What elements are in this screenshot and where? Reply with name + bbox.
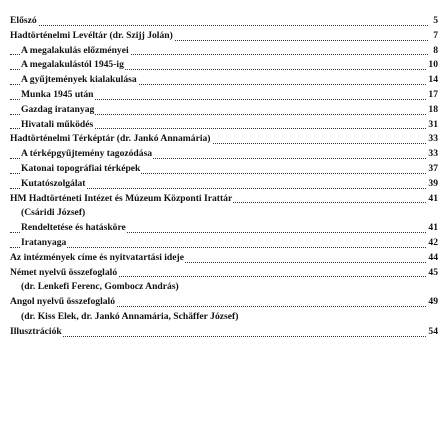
toc-entry-title: A térképgyűjtemény tagozódása [21,148,153,160]
toc-entry [10,192,438,207]
toc-entry-page: 42 [427,236,438,251]
toc-entry [10,280,438,295]
toc-entry-title: Angol nyelvű összefoglaló [10,296,116,308]
toc-entry [10,14,438,29]
toc-entry [10,310,438,325]
toc-entry-page: 44 [427,251,438,266]
toc-entry-title: Iratanyaga [21,236,67,248]
toc-entry-title: Hivatali működés [21,118,94,130]
toc-entry [10,44,438,59]
dot-leader [10,336,428,337]
toc-entry [10,325,438,340]
toc-entry [10,221,438,236]
toc-entry [10,118,438,133]
toc-entry-title: Kutatószolgálat [21,177,86,189]
toc-entry-title: Rendeltetése és hatásköre [21,222,126,234]
toc-entry-page: 5 [432,14,438,29]
toc-entry-page: 54 [427,325,438,340]
toc-entry [10,251,438,266]
toc-entry-title: A megalakulás előzményei [21,44,129,56]
toc-entry-title: HM Hadtörténeti Intézet és Múzeum Központi Irattár [10,192,233,204]
toc-entry [10,162,438,177]
dot-leader [10,25,428,26]
toc-entry-page: 37 [427,162,438,177]
toc-entry-page: 41 [427,221,438,236]
toc-entry-title: A gyűjtemények kialakulása [21,74,137,86]
toc-entry-page: 33 [427,132,438,147]
toc-entry [10,147,438,162]
toc-entry [10,73,438,88]
toc-entry-title: Előszó [10,15,37,26]
toc-entry [10,58,438,73]
toc-entry-page: 33 [427,147,438,162]
toc-entry-title: (Csáridi József) [21,207,86,219]
toc-entry [10,206,438,221]
toc-entry-title: Az intézmények címe és nyitvatartási ideje [10,251,184,263]
toc-entry-page: 8 [432,44,438,59]
toc-entry [10,295,438,310]
toc-entry-page: 7 [432,29,438,44]
toc-entry-page: 10 [427,58,438,73]
toc-entry-page: 39 [427,177,438,192]
toc-entry-title: Munka 1945 után [21,88,94,100]
toc-entry-title: (dr. Kiss Elek, dr. Jankó Annamária, Schäffer József) [21,310,239,322]
toc-entry [10,29,438,44]
toc-entry-title: Német nyelvű összefoglaló [10,266,118,278]
toc-entry-page: 14 [427,73,438,88]
toc-entry [10,266,438,281]
toc-entry-title: Hadtörténelmi Térképtár (dr. Jankó Annamária) [10,133,211,145]
toc-entry-title: Hadtörténelmi Levéltár (dr. Szijj Jolán) [10,29,173,41]
toc-entry-page: 31 [427,118,438,133]
dot-leader [10,247,428,248]
toc-entry-page: 18 [427,103,438,118]
toc-entry-page: 49 [427,295,438,310]
toc-entry-page: 45 [427,266,438,281]
toc-entry [10,236,438,251]
toc-entry-title: (dr. Lenkefi Ferenc, Gombocz András) [21,281,179,293]
toc-entry-title: A megalakulástól 1945-ig [21,59,124,71]
toc-entry-page: 41 [427,192,438,207]
toc-entry [10,103,438,118]
table-of-contents [10,14,438,340]
toc-entry [10,132,438,147]
toc-entry [10,177,438,192]
toc-entry-title: Katonai topográfiai térképek [21,162,141,174]
toc-entry-title: Gazdag iratanyag [21,103,95,115]
toc-entry-title: Illusztrációk [10,325,62,337]
toc-entry-page: 17 [427,88,438,103]
toc-entry [10,88,438,103]
